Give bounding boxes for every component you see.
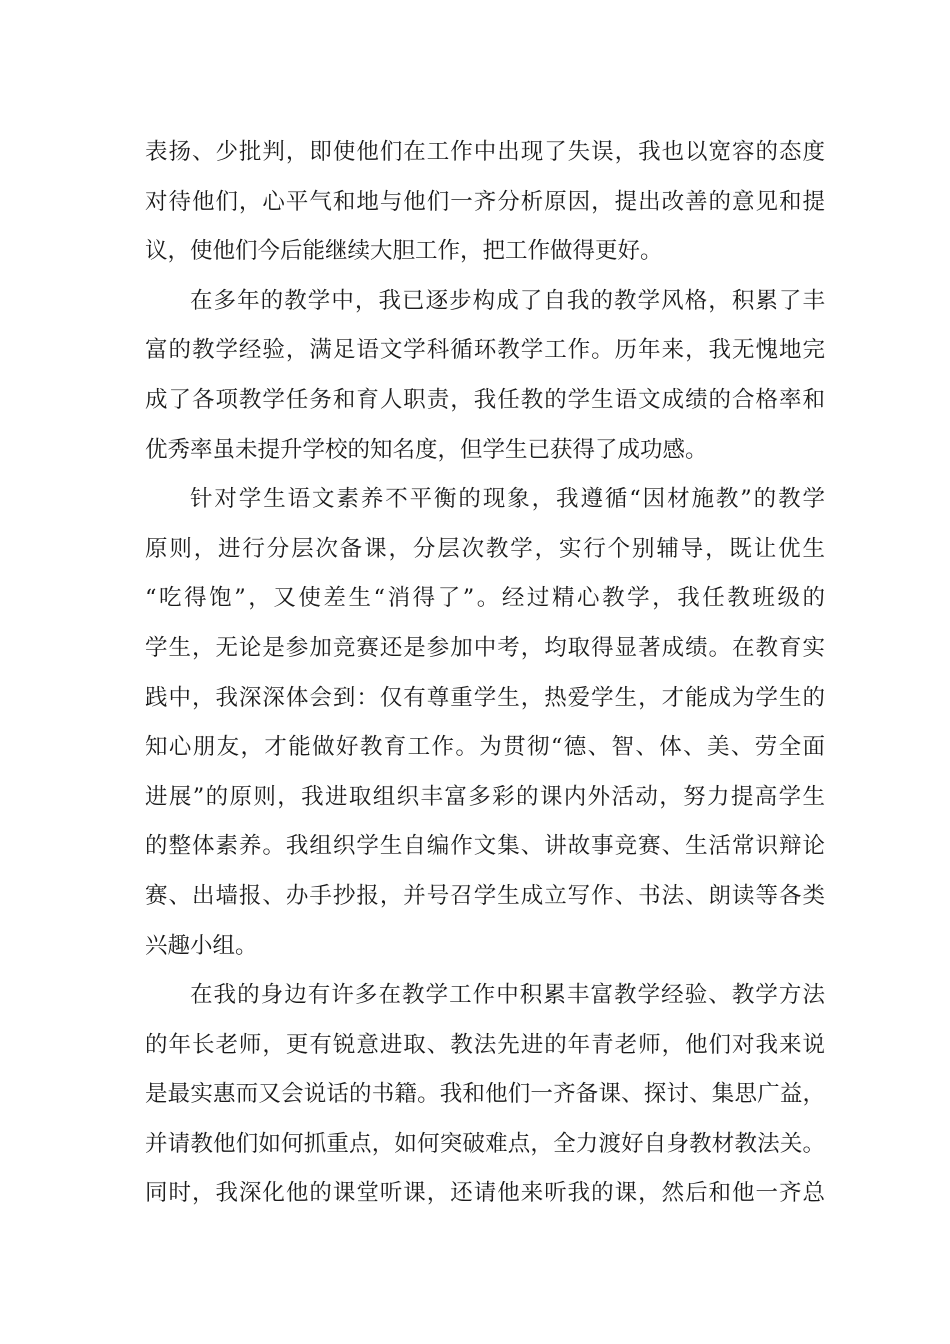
text-line: 优秀率虽未提升学校的知名度，但学生已获得了成功感。 (145, 436, 708, 463)
text-line: 的年长老师，更有锐意进取、教法先进的年青老师，他们对我来说 (145, 1031, 825, 1058)
text-line: 学生，无论是参加竞赛还是参加中考，均取得显著成绩。在教育实 (145, 634, 825, 661)
document-body (145, 128, 825, 1219)
paragraph-2 (145, 277, 825, 475)
text-line: 原则，进行分层次备课，分层次教学，实行个别辅导，既让优生 (145, 535, 825, 562)
paragraph-4 (145, 971, 825, 1219)
text-line: 并请教他们如何抓重点，如何突破难点，全力渡好自身教材教法关。 (145, 1130, 825, 1157)
text-line: 是最实惠而又会说话的书籍。我和他们一齐备课、探讨、集思广益， (145, 1081, 825, 1108)
text-line: 议，使他们今后能继续大胆工作，把工作做得更好。 (145, 238, 663, 265)
paragraph-3 (145, 475, 825, 971)
text-line: 赛、出墙报、办手抄报，并号召学生成立写作、书法、朗读等各类 (145, 882, 825, 909)
text-line: 成了各项教学任务和育人职责，我任教的学生语文成绩的合格率和 (145, 386, 825, 413)
text-line: 在多年的教学中，我已逐步构成了自我的教学风格，积累了丰 (190, 287, 825, 314)
text-line: 进展”的原则，我进取组织丰富多彩的课内外活动，努力提高学生 (145, 783, 825, 810)
text-line: 针对学生语文素养不平衡的现象，我遵循“因材施教”的教学 (190, 486, 825, 513)
text-line: 的整体素养。我组织学生自编作文集、讲故事竞赛、生活常识辩论 (145, 833, 825, 860)
text-line: 表扬、少批判，即使他们在工作中出现了失误，我也以宽容的态度 (145, 139, 825, 165)
text-line: 同时，我深化他的课堂听课，还请他来听我的课，然后和他一齐总 (145, 1180, 825, 1207)
text-line: 对待他们，心平气和地与他们一齐分析原因，提出改善的意见和提 (145, 188, 825, 215)
text-line: 兴趣小组。 (145, 932, 258, 959)
text-line: 知心朋友，才能做好教育工作。为贯彻“德、智、体、美、劳全面 (145, 734, 825, 761)
paragraph-1 (145, 128, 825, 277)
text-line: “吃得饱”，又使差生“消得了”。经过精心教学，我任教班级的 (145, 585, 825, 612)
text-line: 践中，我深深体会到：仅有尊重学生，热爱学生，才能成为学生的 (145, 684, 825, 711)
text-line: 富的教学经验，满足语文学科循环教学工作。历年来，我无愧地完 (145, 337, 825, 364)
text-line: 在我的身边有许多在教学工作中积累丰富教学经验、教学方法 (190, 982, 825, 1009)
